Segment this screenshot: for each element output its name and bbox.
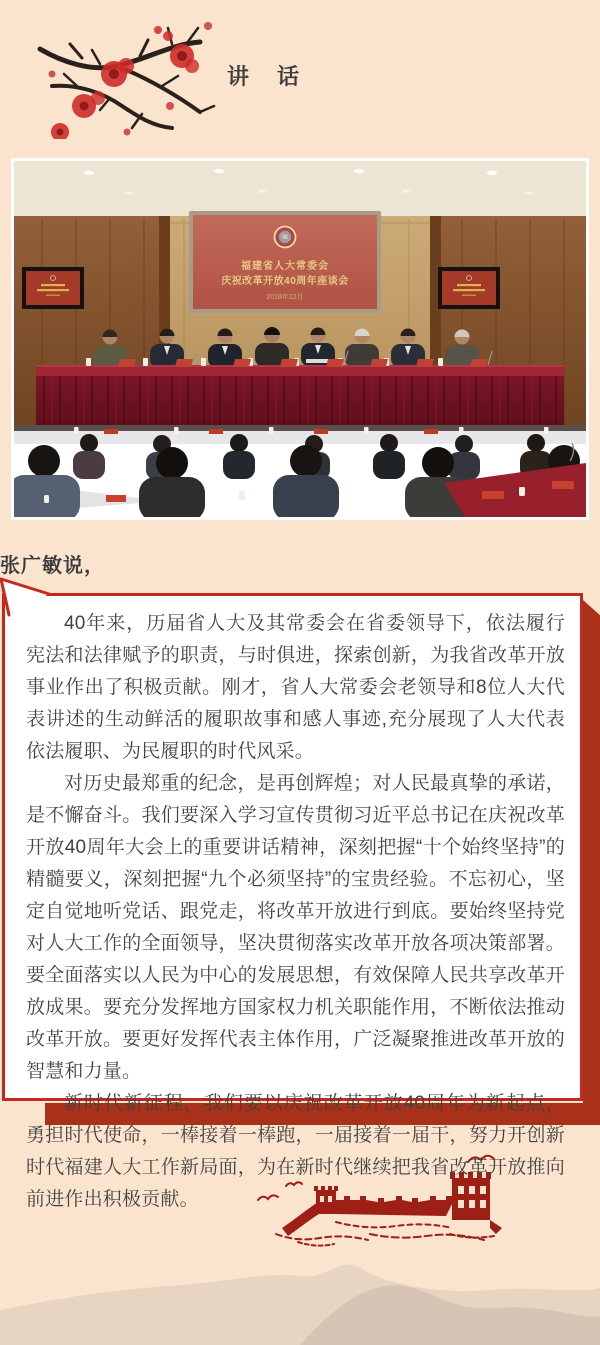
bubble-shadow-right	[583, 600, 600, 1125]
blossoms	[49, 22, 213, 139]
audience	[14, 434, 586, 517]
page-title: 讲 话	[227, 64, 303, 89]
meeting-room-scene	[14, 161, 586, 517]
speaker-label: 张广敏说，	[0, 555, 105, 577]
mountain-silhouette-icon	[0, 1228, 600, 1345]
meeting-photo[interactable]	[11, 158, 589, 520]
speech-paragraph: 新时代新征程，我们要以庆祝改革开放40周年为新起点，勇担时代使命，一棒接着一棒跑，一届接着一届干，努力开创新时代福建人大工作新局面，为在新时代继续把我省改革开放推向前进作出积极贡献。	[26, 1093, 565, 1210]
right-tv-screen	[438, 267, 500, 309]
screen-org-line: 福建省人大常委会	[241, 261, 329, 272]
screen-date-line: 2018年12月	[266, 294, 304, 301]
plum-blossom-icon	[22, 14, 232, 139]
left-tv-screen	[22, 267, 84, 309]
screen-event-line: 庆祝改革开放40周年座谈会	[221, 276, 349, 287]
projection-screen	[189, 211, 381, 313]
speech-bubble-tail	[0, 575, 52, 617]
speech-paragraph: 40年来，历届省人大及其常委会在省委领导下，依法履行宪法和法律赋予的职责，与时俱进，探索创新，为我省改革开放事业作出了积极贡献。刚才，省人大常委会老领导和8位人大代表讲述的生动鲜活的履职故事和感人事迹,充分展现了人大代表依法履职、为民履职的时代风采。	[26, 613, 565, 762]
speech-paragraph: 对历史最郑重的纪念，是再创辉煌；对人民最真挚的承诺，是不懈奋斗。我们要深入学习宣传贯彻习近平总书记在庆祝改革开放40周年大会上的重要讲话精神，深刻把握“十个始终坚持”的精髓要义，深刻把握“九个必须坚持”的宝贵经验。不忘初心，坚定自觉地听党话、跟党走，将改革开放进行到底。要始终坚持党对人大工作的全面领导，坚决贯彻落实改革开放各项决策部署。要全面落实以人民为中心的发展思想，有效保障人民共享改革开放成果。要充分发挥地方国家权力机关职能作用，不断依法推动改革开放。要更好发挥代表主体作用，广泛凝聚推进改革开放的智慧和力量。	[26, 773, 565, 1082]
speech-quote-box	[2, 593, 583, 1210]
national-emblem-icon	[275, 227, 296, 248]
